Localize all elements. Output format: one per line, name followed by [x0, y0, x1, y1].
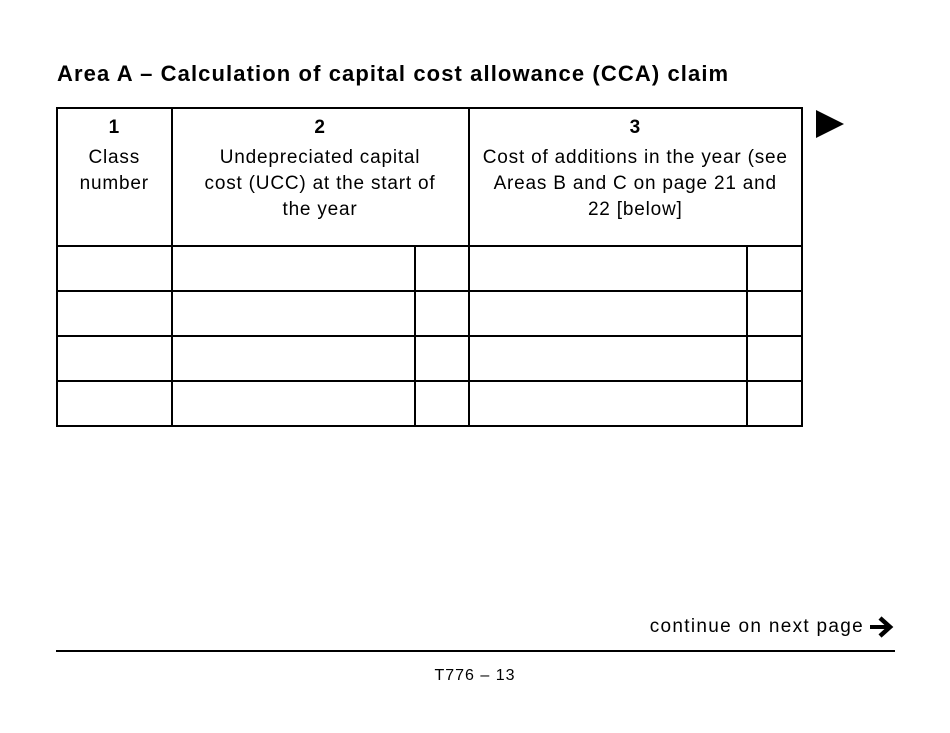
cca-table	[56, 107, 803, 427]
column-number: 3	[629, 117, 641, 138]
ucc-amount-cell[interactable]	[172, 246, 415, 291]
ucc-amount-cell[interactable]	[172, 381, 415, 426]
arrow-right-icon	[868, 615, 894, 639]
continue-text: continue on next page	[649, 616, 864, 637]
area-a-title: Area A – Calculation of capital cost allowance (CCA) claim	[57, 61, 730, 86]
column-3-header	[469, 108, 803, 246]
additions-cents-cell[interactable]	[747, 291, 802, 336]
table-row	[57, 291, 802, 336]
additions-amount-cell[interactable]	[469, 381, 748, 426]
column-label: Cost of additions in the year (see Areas B and C on page 21 and 22 [below]	[482, 147, 788, 220]
additions-amount-cell[interactable]	[469, 291, 748, 336]
table-row	[57, 381, 802, 426]
column-1-header	[57, 108, 172, 246]
footer-divider	[56, 650, 895, 652]
additions-cents-cell[interactable]	[747, 381, 802, 426]
class-number-cell[interactable]	[57, 291, 172, 336]
class-number-cell[interactable]	[57, 246, 172, 291]
column-label: Class number	[79, 147, 149, 194]
table-header-row	[57, 108, 802, 246]
page-footer: T776 – 13	[434, 667, 516, 684]
column-number: 1	[108, 117, 120, 138]
additions-amount-cell[interactable]	[469, 246, 748, 291]
ucc-cents-cell[interactable]	[415, 246, 469, 291]
additions-cents-cell[interactable]	[747, 246, 802, 291]
triangle-right-icon	[816, 110, 844, 138]
additions-cents-cell[interactable]	[747, 336, 802, 381]
column-label: Undepreciated capital cost (UCC) at the start of the year	[204, 147, 436, 220]
class-number-cell[interactable]	[57, 381, 172, 426]
continue-on-next-page	[650, 615, 894, 639]
column-number: 2	[314, 117, 326, 138]
table-row	[57, 336, 802, 381]
ucc-amount-cell[interactable]	[172, 336, 415, 381]
additions-amount-cell[interactable]	[469, 336, 748, 381]
column-2-header	[172, 108, 469, 246]
ucc-cents-cell[interactable]	[415, 336, 469, 381]
class-number-cell[interactable]	[57, 336, 172, 381]
table-row	[57, 246, 802, 291]
ucc-amount-cell[interactable]	[172, 291, 415, 336]
ucc-cents-cell[interactable]	[415, 381, 469, 426]
ucc-cents-cell[interactable]	[415, 291, 469, 336]
